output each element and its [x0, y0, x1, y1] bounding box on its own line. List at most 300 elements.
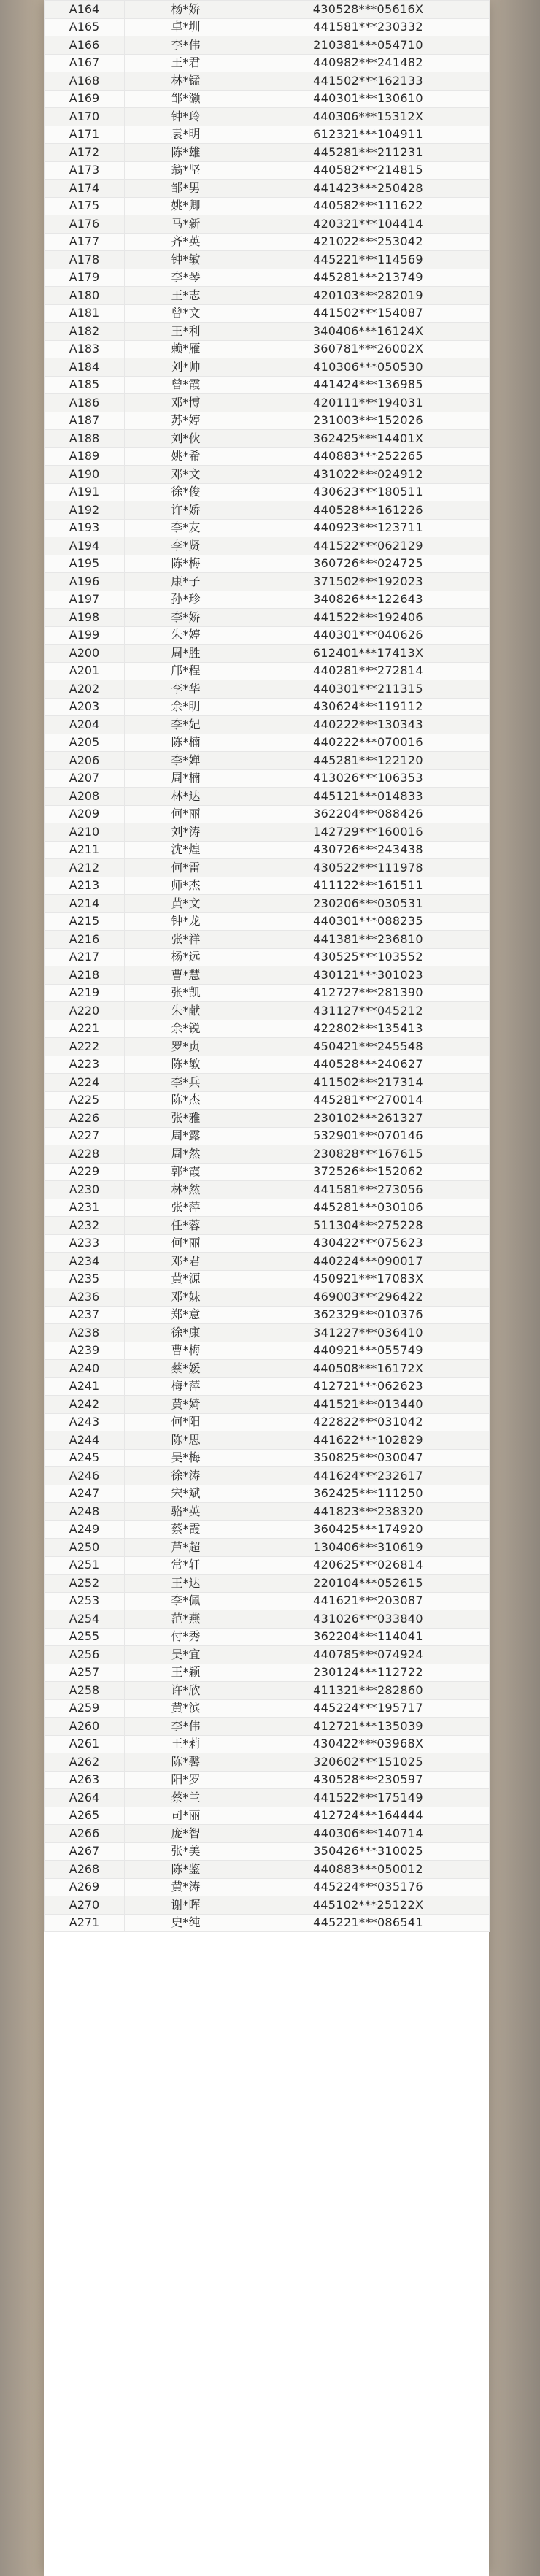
row-idnumber-cell: 362204***088426 — [247, 805, 490, 823]
row-idnumber-cell: 350426***310025 — [247, 1842, 490, 1861]
row-name-cell: 杨*远 — [125, 948, 247, 966]
table-row — [45, 1396, 490, 1414]
row-idnumber-cell: 440582***111622 — [247, 197, 490, 215]
table-row — [45, 1825, 490, 1843]
row-idnumber-cell: 430624***119112 — [247, 698, 490, 716]
table-row — [45, 1074, 490, 1092]
table-row — [45, 1682, 490, 1700]
row-id-cell: A179 — [45, 269, 125, 287]
row-id-cell: A263 — [45, 1771, 125, 1789]
table-row — [45, 323, 490, 341]
row-id-cell: A236 — [45, 1288, 125, 1307]
row-idnumber-cell: 440923***123711 — [247, 519, 490, 537]
table-row — [45, 680, 490, 699]
table-row — [45, 662, 490, 680]
table-row — [45, 54, 490, 72]
row-name-cell: 康*子 — [125, 573, 247, 591]
row-idnumber-cell: 441622***102829 — [247, 1431, 490, 1450]
row-idnumber-cell: 440301***211315 — [247, 680, 490, 699]
row-name-cell: 蔡*媛 — [125, 1360, 247, 1378]
row-id-cell: A201 — [45, 662, 125, 680]
row-idnumber-cell: 441522***175149 — [247, 1789, 490, 1807]
row-id-cell: A198 — [45, 609, 125, 627]
table-row — [45, 519, 490, 537]
row-idnumber-cell: 441581***230332 — [247, 18, 490, 36]
row-id-cell: A248 — [45, 1503, 125, 1521]
table-row — [45, 645, 490, 663]
table-row — [45, 1556, 490, 1575]
table-row — [45, 1127, 490, 1145]
table-row — [45, 1342, 490, 1360]
table-row — [45, 1718, 490, 1736]
row-name-cell: 李*华 — [125, 680, 247, 699]
row-id-cell: A183 — [45, 340, 125, 358]
row-name-cell: 何*阳 — [125, 1413, 247, 1431]
row-name-cell: 林*达 — [125, 788, 247, 806]
row-idnumber-cell: 440301***088235 — [247, 912, 490, 931]
table-row — [45, 769, 490, 788]
row-name-cell: 张*雅 — [125, 1110, 247, 1128]
row-name-cell: 梅*萍 — [125, 1377, 247, 1396]
row-id-cell: A189 — [45, 447, 125, 466]
row-idnumber-cell: 130406***310619 — [247, 1539, 490, 1557]
row-id-cell: A184 — [45, 358, 125, 377]
row-idnumber-cell: 412721***062623 — [247, 1377, 490, 1396]
table-row — [45, 537, 490, 555]
row-id-cell: A238 — [45, 1324, 125, 1342]
row-id-cell: A222 — [45, 1038, 125, 1056]
table-row — [45, 1878, 490, 1896]
table-row — [45, 823, 490, 842]
row-name-cell: 宋*斌 — [125, 1485, 247, 1503]
row-id-cell: A228 — [45, 1145, 125, 1164]
row-id-cell: A254 — [45, 1610, 125, 1629]
row-id-cell: A211 — [45, 841, 125, 859]
table-row — [45, 1646, 490, 1664]
row-id-cell: A208 — [45, 788, 125, 806]
row-id-cell: A239 — [45, 1342, 125, 1360]
row-id-cell: A253 — [45, 1592, 125, 1610]
row-id-cell: A173 — [45, 161, 125, 180]
row-idnumber-cell: 440508***16172X — [247, 1360, 490, 1378]
row-name-cell: 张*美 — [125, 1842, 247, 1861]
table-row — [45, 1628, 490, 1646]
table-row — [45, 1181, 490, 1199]
row-id-cell: A193 — [45, 519, 125, 537]
row-id-cell: A257 — [45, 1664, 125, 1682]
row-idnumber-cell: 431026***033840 — [247, 1610, 490, 1629]
row-idnumber-cell: 430726***243438 — [247, 841, 490, 859]
row-idnumber-cell: 430422***03968X — [247, 1735, 490, 1753]
row-id-cell: A210 — [45, 823, 125, 842]
row-name-cell: 袁*明 — [125, 126, 247, 144]
table-row — [45, 1324, 490, 1342]
id-table-body — [45, 1, 490, 1932]
table-row — [45, 1413, 490, 1431]
table-row — [45, 269, 490, 287]
row-name-cell: 李*娇 — [125, 609, 247, 627]
row-name-cell: 黄*涛 — [125, 1878, 247, 1896]
row-idnumber-cell: 422822***031042 — [247, 1413, 490, 1431]
row-idnumber-cell: 230124***112722 — [247, 1664, 490, 1682]
row-name-cell: 余*锐 — [125, 1020, 247, 1038]
row-idnumber-cell: 440222***130343 — [247, 716, 490, 734]
row-id-cell: A194 — [45, 537, 125, 555]
row-idnumber-cell: 441621***203087 — [247, 1592, 490, 1610]
row-id-cell: A196 — [45, 573, 125, 591]
row-name-cell: 付*秀 — [125, 1628, 247, 1646]
row-id-cell: A241 — [45, 1377, 125, 1396]
row-name-cell: 师*杰 — [125, 877, 247, 895]
row-idnumber-cell: 445224***195717 — [247, 1699, 490, 1718]
row-idnumber-cell: 430121***301023 — [247, 966, 490, 985]
row-idnumber-cell: 441823***238320 — [247, 1503, 490, 1521]
table-row — [45, 197, 490, 215]
row-idnumber-cell: 362425***111250 — [247, 1485, 490, 1503]
row-id-cell: A169 — [45, 90, 125, 108]
row-id-cell: A249 — [45, 1520, 125, 1539]
row-id-cell: A212 — [45, 859, 125, 877]
row-id-cell: A203 — [45, 698, 125, 716]
table-row — [45, 161, 490, 180]
table-row — [45, 609, 490, 627]
row-idnumber-cell: 440301***040626 — [247, 626, 490, 645]
row-idnumber-cell: 441502***154087 — [247, 304, 490, 323]
row-idnumber-cell: 430522***111978 — [247, 859, 490, 877]
row-id-cell: A199 — [45, 626, 125, 645]
row-idnumber-cell: 360726***024725 — [247, 555, 490, 573]
table-row — [45, 287, 490, 305]
row-name-cell: 周*胜 — [125, 645, 247, 663]
row-name-cell: 卓*圳 — [125, 18, 247, 36]
row-idnumber-cell: 440528***161226 — [247, 501, 490, 520]
row-idnumber-cell: 360781***26002X — [247, 340, 490, 358]
table-row — [45, 1807, 490, 1825]
row-name-cell: 黄*滨 — [125, 1699, 247, 1718]
row-name-cell: 郑*意 — [125, 1306, 247, 1324]
row-idnumber-cell: 421022***253042 — [247, 233, 490, 251]
table-row — [45, 859, 490, 877]
row-name-cell: 钟*龙 — [125, 912, 247, 931]
row-name-cell: 徐*俊 — [125, 483, 247, 501]
row-idnumber-cell: 220104***052615 — [247, 1575, 490, 1593]
row-name-cell: 齐*英 — [125, 233, 247, 251]
row-id-cell: A251 — [45, 1556, 125, 1575]
row-id-cell: A225 — [45, 1091, 125, 1110]
table-row — [45, 1199, 490, 1217]
row-name-cell: 李*伟 — [125, 1718, 247, 1736]
row-name-cell: 徐*涛 — [125, 1467, 247, 1485]
row-idnumber-cell: 413026***106353 — [247, 769, 490, 788]
row-idnumber-cell: 445121***014833 — [247, 788, 490, 806]
table-row — [45, 430, 490, 448]
row-name-cell: 林*然 — [125, 1181, 247, 1199]
row-id-cell: A174 — [45, 180, 125, 198]
row-idnumber-cell: 372526***152062 — [247, 1163, 490, 1181]
row-id-cell: A262 — [45, 1753, 125, 1772]
row-id-cell: A205 — [45, 734, 125, 752]
row-name-cell: 范*燕 — [125, 1610, 247, 1629]
table-row — [45, 1771, 490, 1789]
row-id-cell: A215 — [45, 912, 125, 931]
row-id-cell: A266 — [45, 1825, 125, 1843]
document-page — [44, 0, 489, 2576]
row-idnumber-cell: 445281***030106 — [247, 1199, 490, 1217]
table-row — [45, 1, 490, 19]
table-row — [45, 36, 490, 55]
row-idnumber-cell: 411502***217314 — [247, 1074, 490, 1092]
row-name-cell: 陈*雄 — [125, 144, 247, 162]
row-id-cell: A188 — [45, 430, 125, 448]
row-id-cell: A244 — [45, 1431, 125, 1450]
row-name-cell: 姚*卿 — [125, 197, 247, 215]
row-idnumber-cell: 441624***232617 — [247, 1467, 490, 1485]
table-row — [45, 1896, 490, 1915]
row-name-cell: 朱*献 — [125, 1002, 247, 1020]
row-idnumber-cell: 532901***070146 — [247, 1127, 490, 1145]
row-name-cell: 陈*楠 — [125, 734, 247, 752]
row-name-cell: 邓*妹 — [125, 1288, 247, 1307]
row-idnumber-cell: 440306***140714 — [247, 1825, 490, 1843]
table-row — [45, 752, 490, 770]
row-idnumber-cell: 441423***250428 — [247, 180, 490, 198]
row-idnumber-cell: 430525***103552 — [247, 948, 490, 966]
row-id-cell: A237 — [45, 1306, 125, 1324]
table-row — [45, 626, 490, 645]
row-name-cell: 李*妃 — [125, 716, 247, 734]
row-id-cell: A206 — [45, 752, 125, 770]
row-idnumber-cell: 441522***062129 — [247, 537, 490, 555]
table-row — [45, 447, 490, 466]
row-name-cell: 邹*灏 — [125, 90, 247, 108]
table-row — [45, 412, 490, 430]
row-name-cell: 王*达 — [125, 1575, 247, 1593]
table-row — [45, 1861, 490, 1879]
row-name-cell: 蔡*兰 — [125, 1789, 247, 1807]
row-idnumber-cell: 612401***17413X — [247, 645, 490, 663]
row-name-cell: 曾*霞 — [125, 376, 247, 394]
table-row — [45, 251, 490, 269]
row-idnumber-cell: 445281***213749 — [247, 269, 490, 287]
row-id-cell: A178 — [45, 251, 125, 269]
row-id-cell: A229 — [45, 1163, 125, 1181]
table-row — [45, 358, 490, 377]
row-idnumber-cell: 411321***282860 — [247, 1682, 490, 1700]
row-idnumber-cell: 445281***122120 — [247, 752, 490, 770]
row-idnumber-cell: 612321***104911 — [247, 126, 490, 144]
row-id-cell: A230 — [45, 1181, 125, 1199]
row-id-cell: A176 — [45, 215, 125, 234]
row-idnumber-cell: 445281***270014 — [247, 1091, 490, 1110]
table-row — [45, 72, 490, 91]
row-idnumber-cell: 440921***055749 — [247, 1342, 490, 1360]
row-name-cell: 曾*文 — [125, 304, 247, 323]
row-name-cell: 李*婵 — [125, 752, 247, 770]
row-id-cell: A207 — [45, 769, 125, 788]
row-idnumber-cell: 445221***086541 — [247, 1914, 490, 1932]
row-name-cell: 谢*晖 — [125, 1896, 247, 1915]
row-idnumber-cell: 320602***151025 — [247, 1753, 490, 1772]
table-row — [45, 1110, 490, 1128]
row-id-cell: A218 — [45, 966, 125, 985]
table-row — [45, 1288, 490, 1307]
table-row — [45, 144, 490, 162]
row-name-cell: 周*楠 — [125, 769, 247, 788]
row-id-cell: A233 — [45, 1234, 125, 1253]
table-row — [45, 1020, 490, 1038]
row-idnumber-cell: 441381***236810 — [247, 931, 490, 949]
table-row — [45, 895, 490, 913]
row-id-cell: A166 — [45, 36, 125, 55]
row-id-cell: A221 — [45, 1020, 125, 1038]
row-idnumber-cell: 440582***214815 — [247, 161, 490, 180]
table-row — [45, 1735, 490, 1753]
row-id-cell: A180 — [45, 287, 125, 305]
row-id-cell: A204 — [45, 716, 125, 734]
row-id-cell: A190 — [45, 466, 125, 484]
row-idnumber-cell: 469003***296422 — [247, 1288, 490, 1307]
row-id-cell: A265 — [45, 1807, 125, 1825]
row-name-cell: 杨*娇 — [125, 1, 247, 19]
row-name-cell: 林*锰 — [125, 72, 247, 91]
row-idnumber-cell: 440883***050012 — [247, 1861, 490, 1879]
row-name-cell: 何*丽 — [125, 1234, 247, 1253]
row-name-cell: 史*纯 — [125, 1914, 247, 1932]
table-row — [45, 734, 490, 752]
row-id-cell: A181 — [45, 304, 125, 323]
row-idnumber-cell: 420625***026814 — [247, 1556, 490, 1575]
row-id-cell: A271 — [45, 1914, 125, 1932]
row-id-cell: A242 — [45, 1396, 125, 1414]
row-idnumber-cell: 341227***036410 — [247, 1324, 490, 1342]
table-row — [45, 1431, 490, 1450]
row-name-cell: 徐*康 — [125, 1324, 247, 1342]
row-idnumber-cell: 445224***035176 — [247, 1878, 490, 1896]
row-id-cell: A259 — [45, 1699, 125, 1718]
table-row — [45, 376, 490, 394]
table-row — [45, 466, 490, 484]
row-idnumber-cell: 445102***25122X — [247, 1896, 490, 1915]
row-idnumber-cell: 350825***030047 — [247, 1449, 490, 1467]
row-name-cell: 陈*敏 — [125, 1056, 247, 1074]
row-id-cell: A177 — [45, 233, 125, 251]
row-name-cell: 曹*慧 — [125, 966, 247, 985]
row-name-cell: 邓*君 — [125, 1253, 247, 1271]
row-id-cell: A219 — [45, 984, 125, 1002]
row-name-cell: 邓*文 — [125, 466, 247, 484]
row-name-cell: 翁*坚 — [125, 161, 247, 180]
table-row — [45, 841, 490, 859]
row-id-cell: A214 — [45, 895, 125, 913]
row-name-cell: 张*萍 — [125, 1199, 247, 1217]
row-name-cell: 周*露 — [125, 1127, 247, 1145]
table-row — [45, 984, 490, 1002]
row-id-cell: A267 — [45, 1842, 125, 1861]
row-idnumber-cell: 440222***070016 — [247, 734, 490, 752]
row-idnumber-cell: 230102***261327 — [247, 1110, 490, 1128]
row-idnumber-cell: 440224***090017 — [247, 1253, 490, 1271]
row-id-cell: A186 — [45, 394, 125, 412]
table-row — [45, 1002, 490, 1020]
row-idnumber-cell: 430623***180511 — [247, 483, 490, 501]
row-idnumber-cell: 450921***17083X — [247, 1270, 490, 1288]
row-idnumber-cell: 440301***130610 — [247, 90, 490, 108]
row-name-cell: 李*琴 — [125, 269, 247, 287]
row-name-cell: 曹*梅 — [125, 1342, 247, 1360]
row-id-cell: A268 — [45, 1861, 125, 1879]
row-name-cell: 余*明 — [125, 698, 247, 716]
row-name-cell: 常*轩 — [125, 1556, 247, 1575]
row-name-cell: 李*佩 — [125, 1592, 247, 1610]
row-id-cell: A168 — [45, 72, 125, 91]
row-name-cell: 刘*帅 — [125, 358, 247, 377]
table-row — [45, 805, 490, 823]
table-row — [45, 877, 490, 895]
row-name-cell: 芦*超 — [125, 1539, 247, 1557]
table-row — [45, 1485, 490, 1503]
row-id-cell: A232 — [45, 1217, 125, 1235]
table-row — [45, 1575, 490, 1593]
row-id-cell: A240 — [45, 1360, 125, 1378]
row-idnumber-cell: 420111***194031 — [247, 394, 490, 412]
row-id-cell: A164 — [45, 1, 125, 19]
row-name-cell: 罗*贞 — [125, 1038, 247, 1056]
row-name-cell: 何*雷 — [125, 859, 247, 877]
row-idnumber-cell: 362425***14401X — [247, 430, 490, 448]
table-row — [45, 215, 490, 234]
table-row — [45, 180, 490, 198]
row-name-cell: 司*丽 — [125, 1807, 247, 1825]
row-id-cell: A227 — [45, 1127, 125, 1145]
row-idnumber-cell: 422802***135413 — [247, 1020, 490, 1038]
row-name-cell: 许*娇 — [125, 501, 247, 520]
table-row — [45, 1789, 490, 1807]
row-name-cell: 王*莉 — [125, 1735, 247, 1753]
row-name-cell: 姚*希 — [125, 447, 247, 466]
row-name-cell: 李*贤 — [125, 537, 247, 555]
row-idnumber-cell: 360425***174920 — [247, 1520, 490, 1539]
row-name-cell: 邓*博 — [125, 394, 247, 412]
table-row — [45, 1699, 490, 1718]
row-id-cell: A216 — [45, 931, 125, 949]
table-row — [45, 483, 490, 501]
row-idnumber-cell: 410306***050530 — [247, 358, 490, 377]
row-idnumber-cell: 430422***075623 — [247, 1234, 490, 1253]
row-idnumber-cell: 440281***272814 — [247, 662, 490, 680]
row-name-cell: 钟*玲 — [125, 108, 247, 126]
table-row — [45, 1234, 490, 1253]
row-name-cell: 陈*思 — [125, 1431, 247, 1450]
table-row — [45, 1914, 490, 1932]
table-row — [45, 90, 490, 108]
table-row — [45, 1753, 490, 1772]
row-idnumber-cell: 440883***252265 — [247, 447, 490, 466]
row-idnumber-cell: 420321***104414 — [247, 215, 490, 234]
row-id-cell: A223 — [45, 1056, 125, 1074]
table-row — [45, 304, 490, 323]
row-idnumber-cell: 440528***240627 — [247, 1056, 490, 1074]
table-row — [45, 1377, 490, 1396]
row-name-cell: 陈*馨 — [125, 1753, 247, 1772]
row-id-cell: A226 — [45, 1110, 125, 1128]
row-name-cell: 王*君 — [125, 54, 247, 72]
row-id-cell: A165 — [45, 18, 125, 36]
row-id-cell: A246 — [45, 1467, 125, 1485]
row-name-cell: 邹*男 — [125, 180, 247, 198]
row-id-cell: A224 — [45, 1074, 125, 1092]
table-row — [45, 340, 490, 358]
row-id-cell: A258 — [45, 1682, 125, 1700]
